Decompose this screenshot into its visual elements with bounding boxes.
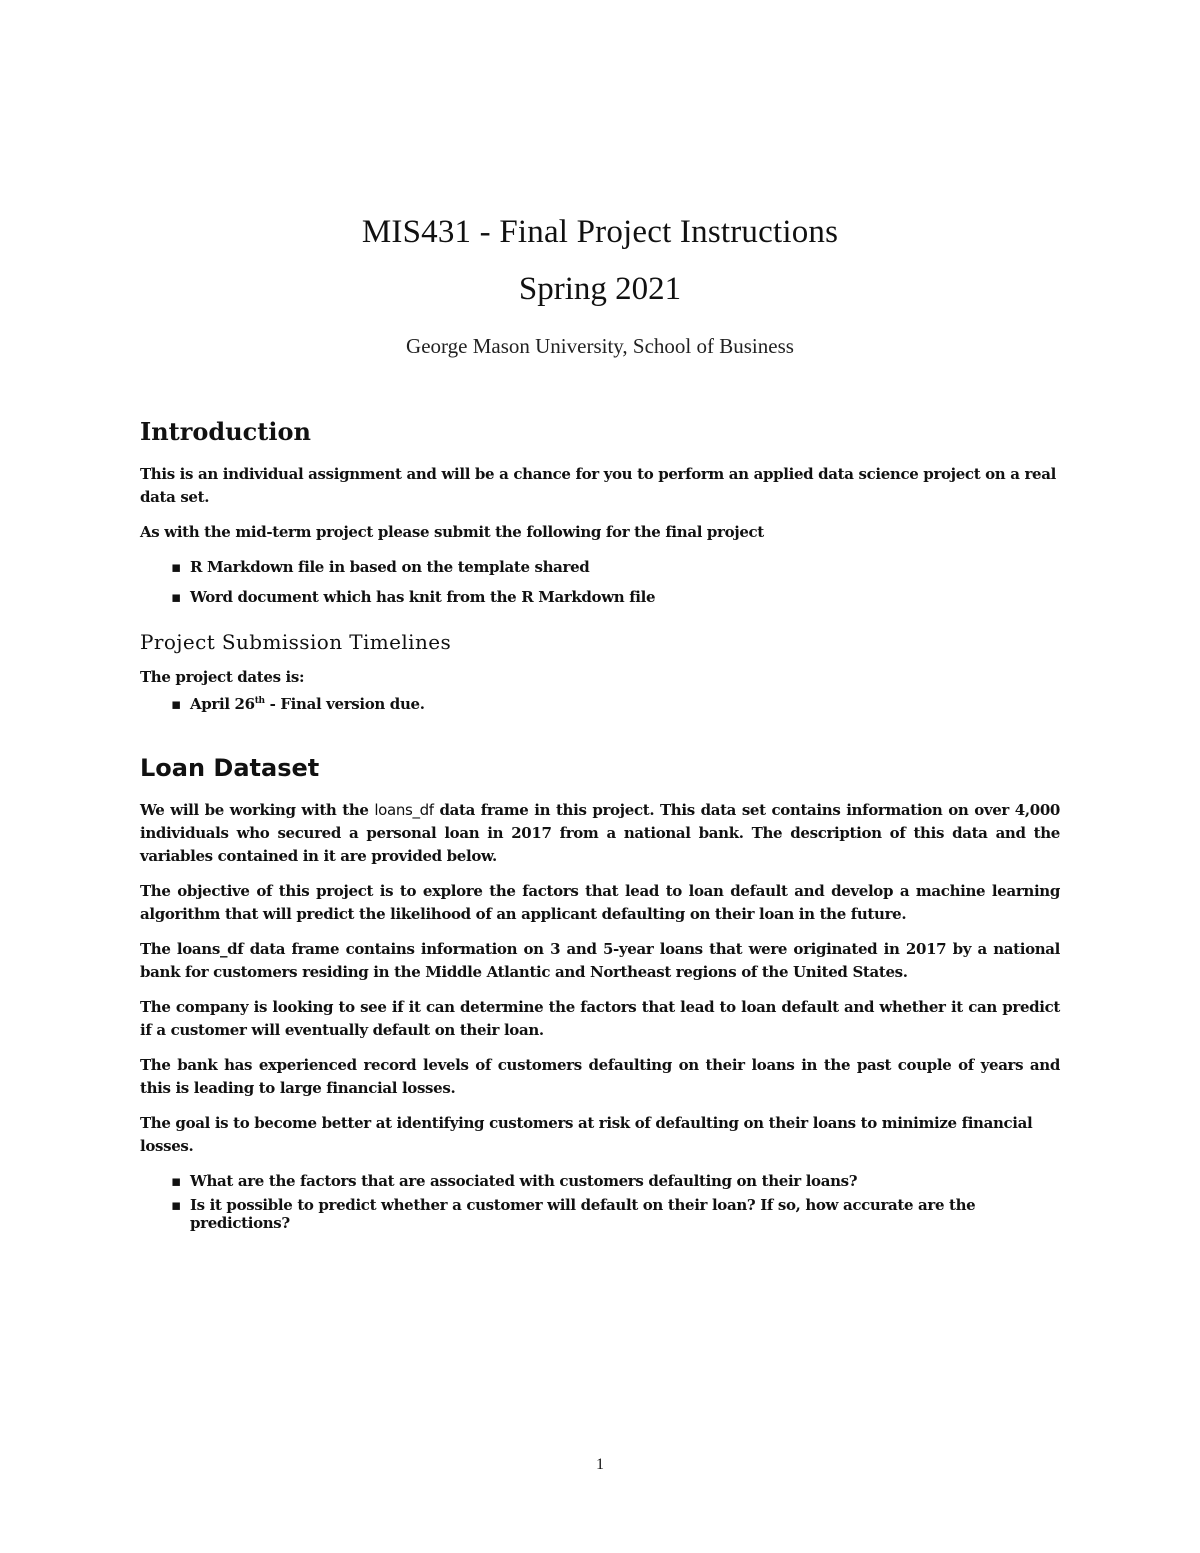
bullet-marker: ▪ [171, 1172, 181, 1190]
timelines-heading: Project Submission Timelines [140, 630, 452, 654]
loan-dataset-paragraph-3: The loans_df data frame contains information on 3 and 5-year loans that were originated in 2017 by a national bank for customers residing in the Middle Atlantic and Northeast regions of the United States. [140, 940, 1060, 981]
loan-dataset-paragraph-5: The bank has experienced record levels of customers defaulting on their loans in the past couple of years and this is leading to large financial losses. [140, 1056, 1060, 1097]
list-item-text: Is it possible to predict whether a customer will default on their loan? If so, how accurate are the predictions? [190, 1196, 976, 1232]
timelines-intro: The project dates is: [140, 668, 305, 686]
loan-dataset-paragraph-6: The goal is to become better at identifying customers at risk of defaulting on their loans to minimize financial losses. [140, 1114, 1033, 1155]
bullet-marker: ▪ [171, 695, 181, 713]
document-school: George Mason University, School of Business [406, 334, 794, 358]
paragraph-text: We will be working with the [140, 801, 375, 819]
introduction-heading: Introduction [140, 417, 311, 446]
inline-code: loans_df [374, 801, 434, 819]
bullet-marker: ▪ [171, 1196, 181, 1214]
bullet-marker: ▪ [171, 588, 181, 606]
loan-dataset-heading: Loan Dataset [140, 754, 320, 782]
page-number: 1 [596, 1456, 604, 1473]
list-item [140, 1170, 1060, 1192]
paragraph-text: data frame in this project. This data set contains information on over 4,000 individuals who secured a personal loan in 2017 from a national bank. The description of this data and the variables contained in it are provided below. [140, 801, 1060, 865]
bullet-marker: ▪ [171, 558, 181, 576]
due-date-day: April 26 [190, 695, 255, 713]
list-item-text: R Markdown file in based on the template shared [190, 558, 590, 576]
timelines-list [140, 693, 1060, 715]
list-item-text: What are the factors that are associated with customers defaulting on their loans? [190, 1172, 858, 1190]
list-item [140, 586, 1060, 608]
submission-items-list [140, 556, 1060, 608]
loan-dataset-paragraph-1 [140, 799, 1060, 868]
document-term: Spring 2021 [518, 271, 682, 307]
loan-dataset-paragraph-2: The objective of this project is to explore the factors that lead to loan default and develop a machine learning algorithm that will predict the likelihood of an applicant defaulting on their loan in the future. [140, 882, 1060, 923]
list-item [140, 1196, 1060, 1232]
document-title: MIS431 - Final Project Instructions [361, 214, 839, 250]
introduction-paragraph-2: As with the mid-term project please submit the following for the final project [140, 523, 764, 541]
due-date-description: - Final version due. [264, 695, 425, 713]
title-block [140, 212, 1060, 361]
introduction-paragraph-1: This is an individual assignment and will be a chance for you to perform an applied data science project on a real data set. [140, 465, 1056, 506]
list-item [140, 693, 1060, 715]
list-item-text: Word document which has knit from the R Markdown file [190, 588, 656, 606]
research-questions-list [140, 1170, 1060, 1232]
page-content [140, 212, 1060, 1232]
due-date-ordinal: th [254, 696, 265, 706]
loan-dataset-paragraph-4: The company is looking to see if it can determine the factors that lead to loan default and whether it can predict if a customer will eventually default on their loan. [140, 998, 1060, 1039]
list-item [140, 556, 1060, 578]
